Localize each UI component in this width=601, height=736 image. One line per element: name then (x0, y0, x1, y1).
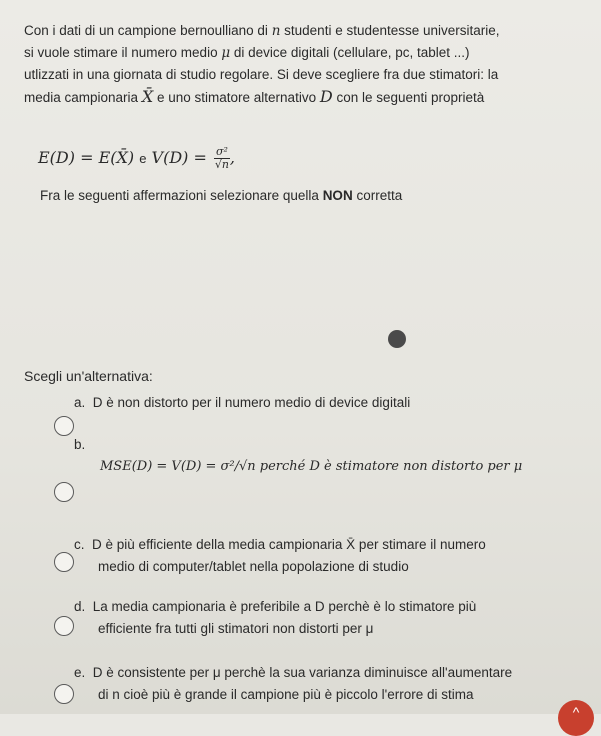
question-line-2: si vuole stimare il numero medio μ di device digitali (cellulare, pc, tablet ...) (24, 45, 470, 61)
status-dot (388, 330, 406, 348)
properties-formula: E(D) = E(X̄) e V(D) = $\frac{\text{σ²}}{√n}$ , (38, 145, 236, 171)
option-e-text-1: e. D è consistente per μ perchè la sua varianza diminuisce all'aumentare (74, 665, 513, 680)
option-c-text-2: medio di computer/tablet nella popolazione di studio (98, 559, 409, 574)
option-c-radio[interactable] (54, 552, 74, 572)
option-b-letter: b. (74, 437, 86, 452)
option-e-radio[interactable] (54, 684, 74, 704)
question-line-3: utlizzati in una giornata di studio regolare. Si deve scegliere fra due stimatori: la (24, 67, 499, 82)
option-a-radio[interactable] (54, 416, 74, 436)
question-instruction: Fra le seguenti affermazioni selezionare quella NON corretta (40, 188, 403, 203)
option-d-text-1: d. La media campionaria è preferibile a D perchè è lo stimatore più (74, 599, 477, 614)
question-line-1: Con i dati di un campione bernoulliano di n studenti e studentesse universitarie, (24, 23, 500, 39)
variance-fraction: $\frac{\text{σ²}}{√n}$ (214, 145, 229, 171)
choose-prompt: Scegli un'alternativa: (24, 368, 153, 384)
option-b-text: MSE(D) = V(D) = σ²/√n perché D è stimatore non distorto per μ (100, 459, 523, 474)
option-b-radio[interactable] (54, 482, 74, 502)
option-e-text-2: di n cioè più è grande il campione più è piccolo l'errore di stima (98, 687, 474, 702)
option-a-text: a. D è non distorto per il numero medio di device digitali (74, 395, 411, 410)
option-c-text-1: c. D è più efficiente della media campionaria X̄ per stimare il numero (74, 537, 486, 552)
question-line-4: media campionaria X̄ e uno stimatore alternativo D con le seguenti proprietà (24, 87, 485, 106)
option-d-text-2: efficiente fra tutti gli stimatori non distorti per μ (98, 621, 374, 636)
scroll-up-button[interactable]: ^ (558, 700, 594, 736)
option-d-radio[interactable] (54, 616, 74, 636)
